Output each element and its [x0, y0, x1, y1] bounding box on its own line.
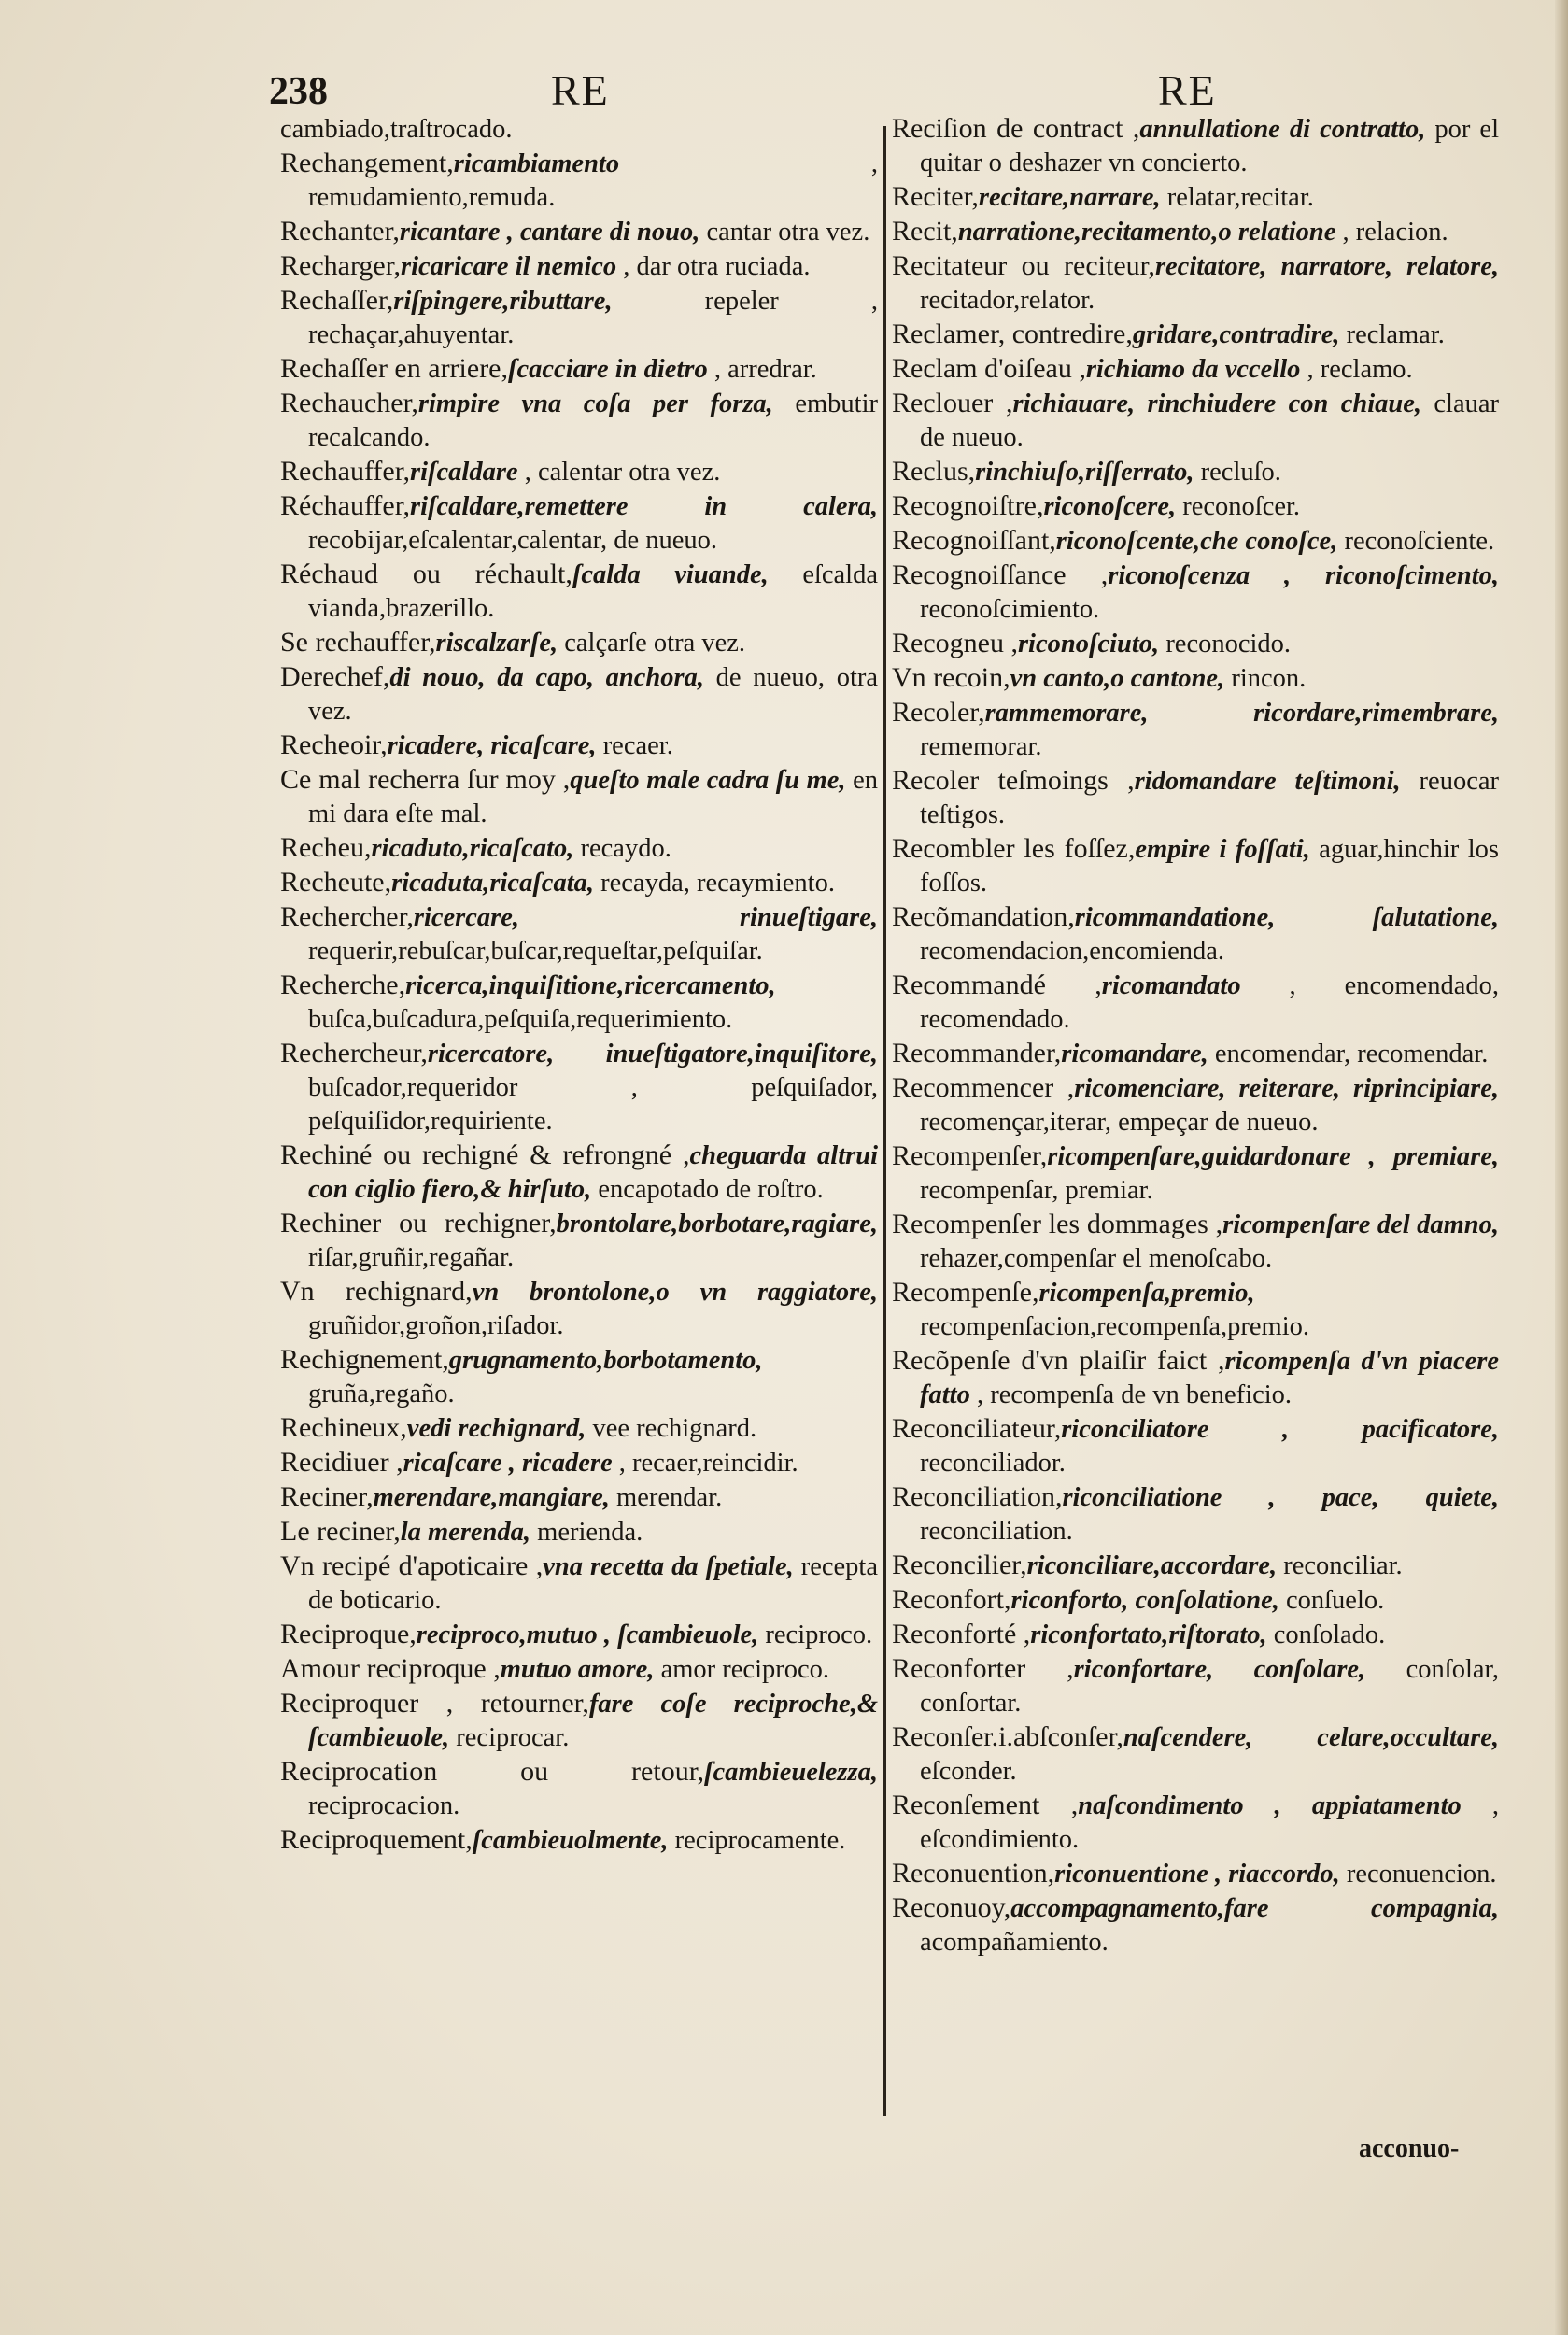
entry-headword: Reconuoy, — [892, 1892, 1011, 1923]
dictionary-entry — [280, 1480, 878, 1515]
entry-headword: Recõpenſe d'vn plaiſir faict , — [892, 1345, 1225, 1376]
dictionary-entry — [892, 455, 1499, 489]
dictionary-entry — [892, 1139, 1499, 1208]
entry-italian: ricaricare il nemico — [401, 252, 617, 281]
entry-italian: richiamo da vccello — [1085, 355, 1301, 384]
dictionary-entry — [892, 1549, 1499, 1583]
entry-headword: Reciproquer , retourner, — [280, 1688, 589, 1719]
dictionary-entry — [280, 1755, 878, 1823]
dictionary-entry — [280, 284, 878, 352]
entry-italian: vn canto,o cantone, — [1010, 664, 1225, 693]
entry-italian: ricercatore, inueſtigatore,inquiſitore, — [427, 1040, 878, 1068]
entry-headword: Rechaſſer en arriere, — [280, 353, 508, 384]
dictionary-entry — [892, 1652, 1499, 1720]
dictionary-entry — [280, 969, 878, 1037]
dictionary-entry — [280, 352, 878, 387]
entry-headword: Reclamer, contredire, — [892, 318, 1133, 349]
dictionary-entry — [892, 1789, 1499, 1857]
entry-spanish: rememorar. — [920, 732, 1042, 761]
entry-headword: Recharger, — [280, 250, 402, 281]
entry-italian: naſcondimento , appiatamento — [1078, 1791, 1462, 1820]
dictionary-entry — [892, 1412, 1499, 1480]
entry-spanish: , reclamo. — [1300, 355, 1413, 384]
entry-italian: riconciliare,accordare, — [1026, 1551, 1278, 1580]
entry-spanish: , eſcondimiento. — [920, 1791, 1499, 1854]
entry-italian: riſcaldare,remettere in calera, — [410, 492, 878, 521]
entry-spanish: rincon. — [1224, 664, 1307, 693]
entry-italian: brontolare,borbotare,ragiare, — [556, 1210, 878, 1238]
entry-spanish: clauar de nueuo. — [920, 389, 1499, 452]
entry-italian: merendare,mangiare, — [373, 1483, 610, 1512]
entry-headword: Reciſion de contract , — [892, 113, 1140, 144]
entry-spanish: reconocido. — [1159, 630, 1292, 658]
entry-spanish: recepta de boticario. — [308, 1552, 879, 1615]
entry-italian: riconforto, conſolatione, — [1010, 1586, 1279, 1615]
entry-headword: Rechineux, — [280, 1412, 407, 1443]
entry-italian: narratione,recitamento,o relatione — [957, 218, 1336, 247]
entry-italian: ſcambieuelezza, — [703, 1758, 878, 1787]
entry-spanish: amor reciproco. — [654, 1655, 830, 1684]
dictionary-entry — [892, 661, 1499, 696]
dictionary-entry — [280, 1550, 878, 1618]
dictionary-entry — [280, 1618, 878, 1652]
dictionary-entry — [892, 387, 1499, 455]
entry-italian: ricompenſa d'vn piacere fatto — [920, 1347, 1499, 1409]
entry-spanish: recaydo. — [573, 834, 671, 863]
dictionary-entry — [892, 524, 1499, 559]
entry-italian: empire i foſſati, — [1135, 835, 1310, 864]
entry-spanish: de nueuo, otra vez. — [308, 663, 879, 726]
entry-spanish: reconoſcimiento. — [920, 595, 1100, 624]
entry-italian: queſto male cadra ſu me, — [570, 766, 846, 795]
entry-spanish: reconciliador. — [920, 1449, 1066, 1478]
column-divider — [883, 126, 886, 2116]
entry-headword: Reconfort, — [892, 1584, 1011, 1615]
entry-headword: Recõmandation, — [892, 901, 1075, 932]
entry-spanish: encapotado de roſtro. — [591, 1175, 824, 1204]
dictionary-entry — [892, 1344, 1499, 1412]
entry-italian: reciproco,mutuo , ſcambieuole, — [416, 1620, 759, 1649]
entry-spanish: recitador,relator. — [920, 286, 1095, 315]
entry-italian: ricambiamento — [453, 149, 620, 178]
entry-italian: ricompenſare del damno, — [1222, 1210, 1499, 1239]
dictionary-entry — [280, 660, 878, 729]
entry-headword: Recitateur ou reciteur, — [892, 250, 1155, 281]
entry-italian: riconoſcenza , riconoſcimento, — [1108, 561, 1499, 590]
entry-italian: mutuo amore, — [500, 1655, 655, 1684]
dictionary-entry — [280, 1515, 878, 1550]
entry-headword: Reciproquement, — [280, 1824, 473, 1855]
entry-headword: Vn recoin, — [892, 662, 1010, 693]
dictionary-entry — [280, 249, 878, 284]
entry-spanish: reciprocamente. — [668, 1826, 846, 1855]
entry-spanish: reclamar. — [1339, 320, 1445, 349]
entry-headword: Rechaſſer, — [280, 285, 394, 316]
entry-spanish: reuocar teſtigos. — [920, 767, 1499, 829]
dictionary-entry — [280, 215, 878, 249]
entry-spanish: acompañamiento. — [920, 1928, 1109, 1957]
entry-italian: ricompenſare,guidardonare , premiare, — [1047, 1142, 1499, 1171]
running-head-left: RE — [551, 66, 610, 114]
entry-spanish: reconuencion. — [1339, 1860, 1497, 1889]
entry-headword: Rechangement, — [280, 148, 454, 178]
entry-spanish: recobijar,eſcalentar,calentar, de nueuo. — [308, 526, 718, 555]
entry-headword: Recheu, — [280, 832, 372, 863]
entry-spanish: embutir recalcando. — [308, 389, 878, 452]
entry-italian: ricercare, rinueſtigare, — [413, 903, 878, 932]
dictionary-entry — [280, 900, 878, 969]
entry-italian: ricaſcare , ricadere — [403, 1449, 613, 1478]
right-column — [892, 112, 1499, 1960]
entry-spanish: , remudamiento,remuda. — [308, 149, 878, 212]
entry-headword: Rechiner ou rechigner, — [280, 1208, 557, 1238]
entry-italian: ricommandatione, ſalutatione, — [1074, 903, 1499, 932]
entry-italian: ricaduto,ricaſcato, — [371, 834, 574, 863]
entry-italian: ricomenciare, reiterare, riprincipiare, — [1074, 1074, 1500, 1103]
entry-headword: Recit, — [892, 216, 958, 247]
entry-spanish: rehazer,compenſar el menoſcabo. — [920, 1244, 1273, 1273]
entry-headword: Recombler les foſſez, — [892, 833, 1136, 864]
entry-headword: Reciter, — [892, 181, 979, 212]
entry-spanish: cambiado,traſtrocado. — [280, 115, 513, 144]
dictionary-entry — [892, 1071, 1499, 1139]
dictionary-entry — [280, 1275, 878, 1343]
entry-italian: cheguarda altrui con ciglio fiero,& hirſuto, — [308, 1141, 879, 1204]
entry-spanish: requerir,rebuſcar,buſcar,requeſtar,peſquiſar. — [308, 937, 763, 966]
dictionary-entry — [280, 558, 878, 626]
entry-spanish: gruñidor,groñon,riſador. — [308, 1311, 564, 1340]
entry-italian: riconfortato,riſtorato, — [1030, 1620, 1267, 1649]
entry-spanish: aguar,hinchir los foſſos. — [920, 835, 1499, 898]
entry-headword: Vn rechignard, — [280, 1276, 473, 1307]
entry-italian: ridomandare teſtimoni, — [1134, 767, 1401, 796]
dictionary-entry — [892, 969, 1499, 1037]
catchword: acconuo- — [1359, 2134, 1460, 2163]
dictionary-entry — [280, 866, 878, 900]
dictionary-entry — [280, 763, 878, 831]
entry-spanish: conſolar, conſortar. — [920, 1655, 1499, 1718]
entry-headword: Recognoiſſant, — [892, 525, 1056, 556]
entry-spanish: merendar. — [609, 1483, 723, 1512]
entry-italian: vedi rechignard, — [406, 1414, 586, 1443]
entry-headword: Reconuention, — [892, 1858, 1055, 1889]
dictionary-entry — [892, 832, 1499, 900]
dictionary-entry — [280, 1343, 878, 1411]
dictionary-entry — [280, 1139, 878, 1207]
entry-headword: Recogneu , — [892, 628, 1018, 658]
dictionary-entry — [280, 489, 878, 558]
entry-headword: Amour reciproque , — [280, 1653, 501, 1684]
dictionary-entry — [892, 1891, 1499, 1960]
entry-italian: riſcaldare — [410, 458, 518, 487]
entry-italian: ricerca,inquiſitione,ricercamento, — [405, 971, 776, 1000]
entry-spanish: recluſo. — [1194, 458, 1281, 487]
dictionary-entry — [892, 900, 1499, 969]
entry-italian: ſcacciare in dietro — [508, 355, 708, 384]
entry-headword: Recherche, — [280, 969, 406, 1000]
entry-spanish: encomendar, recomendar. — [1208, 1040, 1489, 1068]
dictionary-entry — [280, 831, 878, 866]
dictionary-entry — [280, 1411, 878, 1446]
dictionary-entry — [280, 1823, 878, 1858]
entry-spanish: gruña,regaño. — [308, 1380, 455, 1408]
dictionary-entry — [892, 1618, 1499, 1652]
entry-headword: Recidiuer , — [280, 1447, 403, 1478]
entry-headword: Vn recipé d'apoticaire , — [280, 1550, 544, 1581]
entry-italian: recitatore, narratore, relatore, — [1154, 252, 1499, 281]
entry-spanish: repeler , rechaçar,ahuyentar. — [308, 287, 878, 349]
page-edge — [1555, 0, 1568, 2335]
dictionary-entry — [892, 764, 1499, 832]
entry-headword: Rechiné ou rechigné & refrongné , — [280, 1139, 690, 1170]
entry-italian: accompagnamento,fare compagnia, — [1010, 1894, 1499, 1923]
entry-spanish: reconciliar. — [1277, 1551, 1403, 1580]
entry-headword: Reconſer.i.abſconſer, — [892, 1721, 1123, 1752]
entry-headword: Reconforter , — [892, 1653, 1074, 1684]
entry-spanish: reciprocar. — [449, 1723, 570, 1752]
page-number: 238 — [269, 70, 328, 113]
dictionary-entry — [280, 729, 878, 763]
entry-spanish: recomendacion,encomienda. — [920, 937, 1225, 966]
entry-spanish: eſcalda vianda,brazerillo. — [308, 560, 879, 623]
dictionary-entry — [280, 626, 878, 660]
entry-italian: ricomandare, — [1061, 1040, 1208, 1068]
entry-headword: Rechignement, — [280, 1344, 449, 1375]
entry-spanish: merienda. — [530, 1518, 643, 1547]
entry-spanish: riſar,gruñir,regañar. — [308, 1243, 515, 1272]
entry-spanish: , encomendado, recomendado. — [920, 971, 1499, 1034]
entry-spanish: recomençar,iterar, empeçar de nueuo. — [920, 1108, 1319, 1137]
entry-spanish: , relacion. — [1335, 218, 1448, 247]
entry-italian: rammemorare, ricordare,rimembrare, — [984, 699, 1499, 728]
entry-italian: riconuentione , riaccordo, — [1054, 1860, 1340, 1889]
entry-headword: Se rechauffer, — [280, 627, 436, 658]
entry-italian: riſpingere,ributtare, — [393, 287, 613, 316]
dictionary-entry — [892, 1480, 1499, 1549]
entry-spanish: conſuelo. — [1278, 1586, 1385, 1615]
entry-headword: Recoler teſmoings , — [892, 765, 1135, 796]
dictionary-entry — [280, 1687, 878, 1755]
dictionary-entry — [892, 1037, 1499, 1071]
dictionary-entry — [892, 1276, 1499, 1344]
entry-headword: Reconciliateur, — [892, 1413, 1062, 1444]
left-column — [280, 112, 878, 1858]
entry-italian: riconoſciuto, — [1017, 630, 1160, 658]
entry-spanish: eſconder. — [920, 1757, 1017, 1786]
dictionary-entry — [280, 112, 878, 147]
entry-spanish: , recompenſa de vn beneficio. — [969, 1380, 1293, 1409]
entry-headword: Reclouer , — [892, 388, 1013, 418]
entry-headword: Rechanter, — [280, 216, 400, 247]
dictionary-entry — [892, 1583, 1499, 1618]
entry-headword: Reciner, — [280, 1481, 374, 1512]
entry-spanish: reciprocacion. — [308, 1791, 460, 1820]
entry-spanish: reconoſcer. — [1176, 492, 1301, 521]
dictionary-entry — [280, 1207, 878, 1275]
dictionary-entry — [280, 1652, 878, 1687]
entry-spanish: reciproco. — [758, 1620, 873, 1649]
entry-headword: Reciprocation ou retour, — [280, 1756, 704, 1787]
entry-spanish: recompenſacion,recompenſa,premio. — [920, 1312, 1310, 1341]
entry-spanish: en mi dara eſte mal. — [308, 766, 878, 828]
dictionary-entry — [892, 696, 1499, 764]
entry-headword: Recommander, — [892, 1038, 1062, 1068]
entry-headword: Réchaud ou réchault, — [280, 559, 572, 589]
entry-spanish: cantar otra vez. — [699, 218, 870, 247]
entry-headword: Recoler, — [892, 697, 985, 728]
entry-italian: ricompenſa,premio, — [1038, 1279, 1255, 1308]
entry-italian: annullatione di contratto, — [1139, 115, 1426, 144]
entry-spanish: , dar otra ruciada. — [616, 252, 811, 281]
entry-italian: vn brontolone,o vn raggiatore, — [472, 1278, 878, 1307]
dictionary-entry — [892, 1208, 1499, 1276]
entry-headword: Rechauffer, — [280, 456, 410, 487]
entry-headword: Reconcilier, — [892, 1550, 1027, 1580]
entry-spanish: , arredrar. — [707, 355, 817, 384]
entry-headword: Reclus, — [892, 456, 976, 487]
entry-headword: Rechercheur, — [280, 1038, 428, 1068]
entry-headword: Rechercher, — [280, 901, 414, 932]
entry-headword: Recognoiſſance , — [892, 559, 1109, 590]
entry-spanish: recaer. — [596, 731, 673, 760]
entry-headword: Ce mal recherra ſur moy , — [280, 764, 571, 795]
entry-italian: recitare,narrare, — [978, 183, 1161, 212]
running-head-right: RE — [1158, 66, 1217, 114]
entry-italian: riscalzarſe, — [435, 629, 558, 658]
dictionary-entry — [892, 627, 1499, 661]
dictionary-entry — [892, 215, 1499, 249]
entry-italian: grugnamento,borbotamento, — [448, 1346, 763, 1375]
dictionary-entry — [892, 489, 1499, 524]
entry-italian: ricaduta,ricaſcata, — [391, 869, 595, 898]
entry-headword: Recompenſer, — [892, 1140, 1048, 1171]
entry-italian: richiauare, rinchiudere con chiaue, — [1012, 389, 1422, 418]
entry-spanish: buſca,buſcadura,peſquiſa,requerimiento. — [308, 1005, 733, 1034]
dictionary-entry — [892, 1720, 1499, 1789]
entry-italian: riconoſcere, — [1043, 492, 1177, 521]
entry-italian: vna recetta da ſpetiale, — [543, 1552, 794, 1581]
entry-italian: la merenda, — [400, 1518, 531, 1547]
entry-italian: ricantare , cantare di nouo, — [399, 218, 700, 247]
entry-headword: Recheoir, — [280, 729, 388, 760]
entry-spanish: buſcador,requeridor , peſquiſador, peſquiſidor,requiriente. — [308, 1073, 878, 1136]
entry-italian: rimpire vna coſa per forza, — [417, 389, 773, 418]
entry-spanish: reconoſciente. — [1337, 527, 1495, 556]
entry-headword: Reciproque, — [280, 1619, 417, 1649]
dictionary-entry — [892, 249, 1499, 318]
entry-italian: ricadere, ricaſcare, — [387, 731, 597, 760]
entry-headword: Derechef, — [280, 661, 390, 692]
entry-headword: Recompenſer les dommages , — [892, 1209, 1223, 1239]
entry-italian: riconfortare, conſolare, — [1073, 1655, 1366, 1684]
entry-headword: Reconciliation, — [892, 1481, 1063, 1512]
entry-headword: Recognoiſtre, — [892, 490, 1044, 521]
entry-spanish: relatar,recitar. — [1160, 183, 1314, 212]
entry-italian: ſcambieuolmente, — [472, 1826, 669, 1855]
entry-italian: riconciliatione , pace, quiete, — [1062, 1483, 1499, 1512]
entry-headword: Rechaucher, — [280, 388, 418, 418]
entry-headword: Reconforté , — [892, 1619, 1031, 1649]
dictionary-entry — [892, 1857, 1499, 1891]
dictionary-entry — [280, 1037, 878, 1139]
dictionary-entry — [280, 1446, 878, 1480]
entry-italian: ſcalda viuande, — [572, 560, 769, 589]
dictionary-entry — [280, 387, 878, 455]
entry-italian: riconoſcente,che conoſce, — [1055, 527, 1338, 556]
entry-italian: naſcendere, celare,occultare, — [1123, 1723, 1499, 1752]
entry-spanish: vee rechignard. — [586, 1414, 757, 1443]
entry-spanish: calçarſe otra vez. — [558, 629, 746, 658]
entry-headword: Recommandé , — [892, 969, 1102, 1000]
entry-spanish: por el quitar o deshazer vn concierto. — [920, 115, 1499, 177]
entry-headword: Reconſement , — [892, 1790, 1079, 1820]
entry-spanish: conſolado. — [1266, 1620, 1386, 1649]
dictionary-entry — [892, 180, 1499, 215]
dictionary-entry — [892, 559, 1499, 627]
entry-italian: fare coſe reciproche,& ſcambieuole, — [308, 1690, 878, 1752]
entry-italian: rinchiuſo,riſſerrato, — [975, 458, 1194, 487]
entry-headword: Recheute, — [280, 867, 392, 898]
entry-headword: Réchauffer, — [280, 490, 410, 521]
entry-italian: gridare,contradire, — [1132, 320, 1340, 349]
entry-spanish: recayda, recaymiento. — [594, 869, 835, 898]
entry-spanish: , calentar otra vez. — [517, 458, 721, 487]
entry-italian: riconciliatore , pacificatore, — [1061, 1415, 1499, 1444]
entry-spanish: reconciliation. — [920, 1517, 1073, 1546]
dictionary-entry — [280, 147, 878, 215]
entry-spanish: recompenſar, premiar. — [920, 1176, 1153, 1205]
dictionary-entry — [892, 352, 1499, 387]
entry-italian: ricomandato — [1101, 971, 1241, 1000]
entry-spanish: , recaer,reincidir. — [612, 1449, 798, 1478]
entry-headword: Reclam d'oiſeau , — [892, 353, 1086, 384]
entry-italian: di nouo, da capo, anchora, — [389, 663, 704, 692]
dictionary-entry — [892, 112, 1499, 180]
entry-headword: Recommencer , — [892, 1072, 1075, 1103]
entry-headword: Recompenſe, — [892, 1277, 1039, 1308]
dictionary-entry — [892, 318, 1499, 352]
entry-headword: Le reciner, — [280, 1516, 401, 1547]
dictionary-entry — [280, 455, 878, 489]
